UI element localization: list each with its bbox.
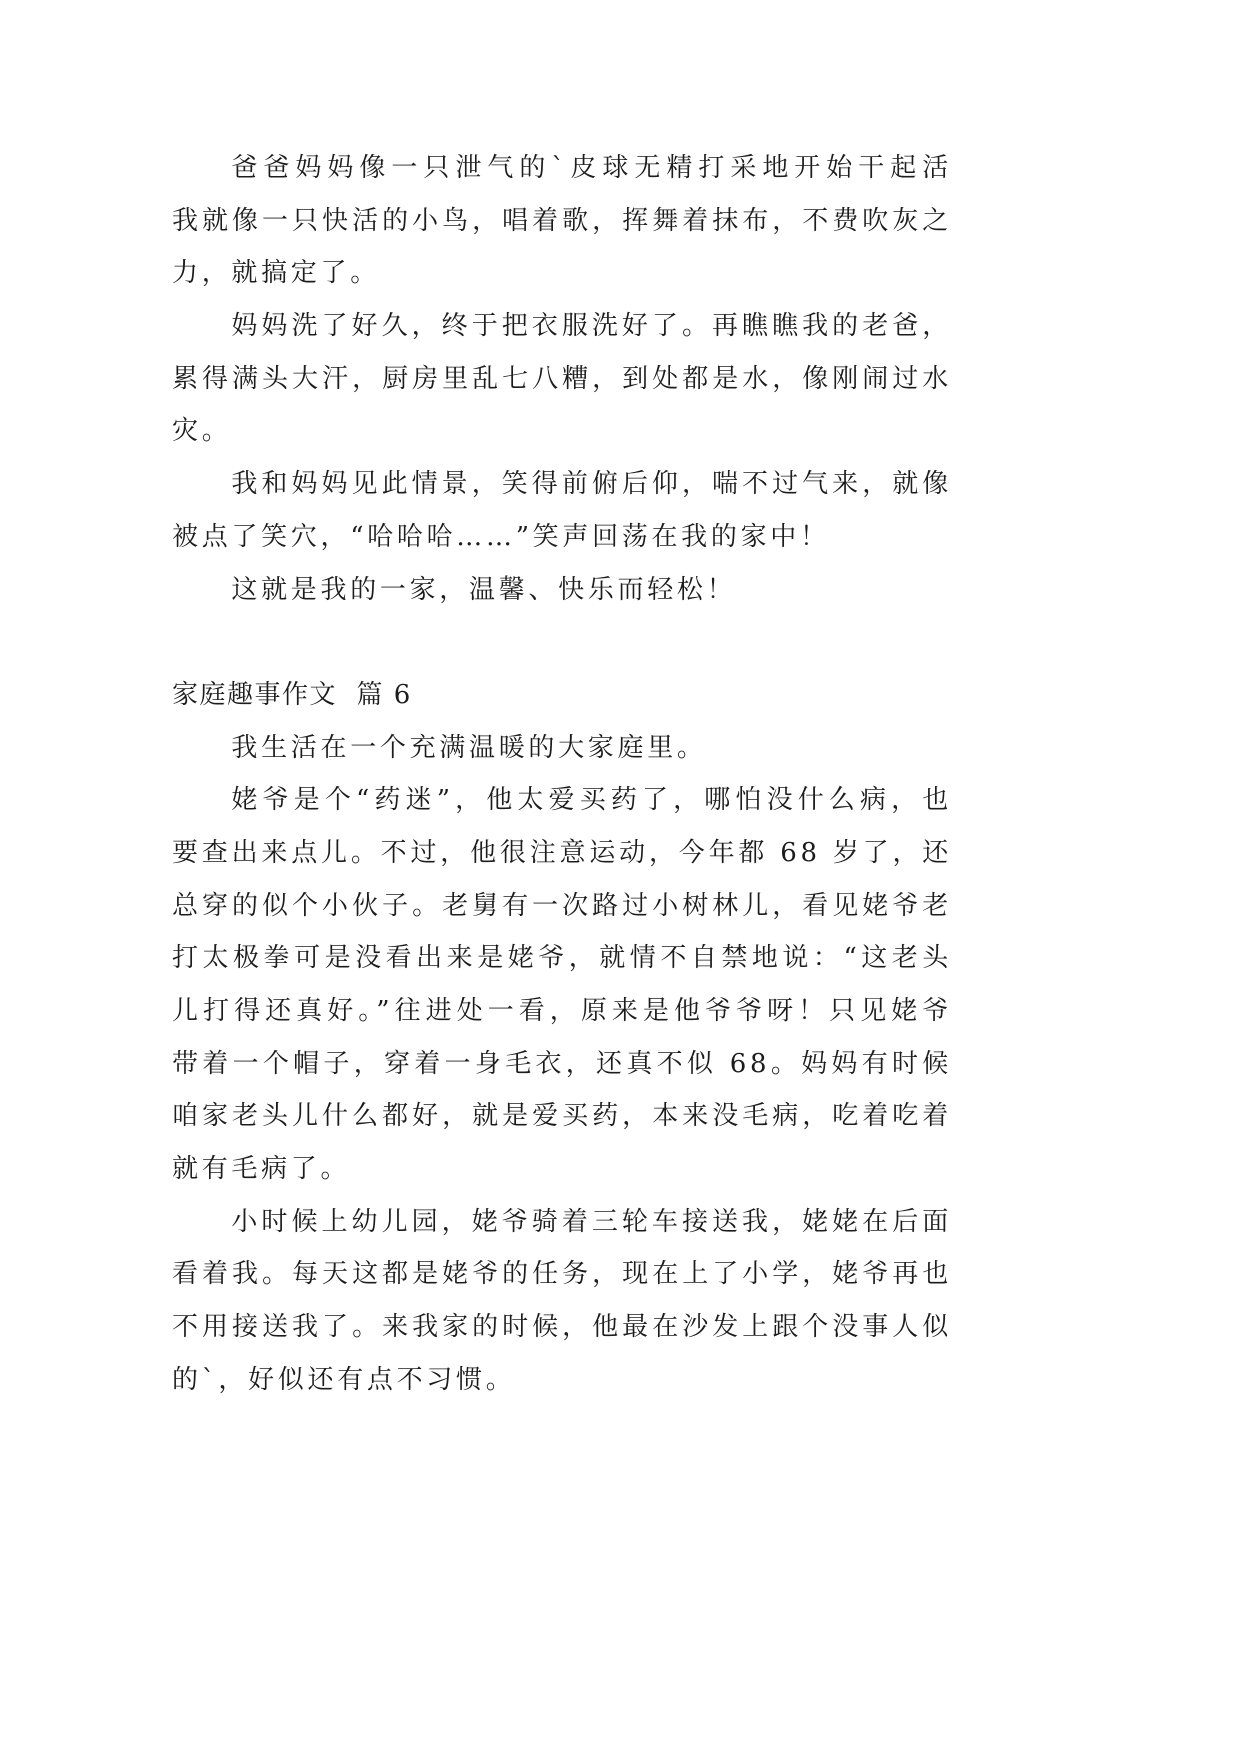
text-line: 总穿的似个小伙子。老舅有一次路过小树林儿，看见姥爷老 (172, 890, 952, 921)
text-line: 就有毛病了。 (172, 1154, 351, 1185)
text-line: 儿打得还真好。”往进处一看，原来是他爷爷呀！只见姥爷 (172, 996, 952, 1026)
text-line: 累得满头大汗，厨房里乱七八糟，到处都是水，像刚闹过水 (172, 363, 952, 394)
paragraph (0, 774, 1241, 1196)
text-line: 我就像一只快活的小鸟，唱着歌，挥舞着抹布，不费吹灰之 (172, 205, 952, 236)
text-line: 咱家老头儿什么都好，就是爱买药，本来没毛病，吃着吃着 (172, 1101, 952, 1132)
text-line: 我生活在一个充满温暖的大家庭里。 (231, 732, 707, 763)
paragraph (0, 300, 1241, 458)
paragraph (0, 142, 1241, 300)
text-line: 被点了笑穴，“哈哈哈……”笑声回荡在我的家中！ (172, 521, 830, 552)
text-line: 妈妈洗了好久，终于把衣服洗好了。再瞧瞧我的老爸， (231, 311, 952, 342)
paragraph (0, 722, 1241, 775)
text-line: 力，就搞定了。 (172, 258, 380, 289)
text-line: 姥爷是个“药迷”，他太爱买药了，哪怕没什么病，也 (231, 785, 952, 816)
text-line: 看着我。每天这都是姥爷的任务，现在上了小学，姥爷再也 (172, 1259, 952, 1290)
text-line: 爸爸妈妈像一只泄气的`皮球无精打采地开始干起活 (231, 153, 952, 183)
text-line: 打太极拳可是没看出来是姥爷，就情不自禁地说：“这老头 (172, 943, 952, 974)
paragraph (0, 458, 1241, 563)
text-line: 不用接送我了。来我家的时候，他最在沙发上跟个没事人似 (172, 1312, 952, 1343)
section-heading: 家庭趣事作文 篇 6 (172, 679, 412, 710)
paragraph (0, 1196, 1241, 1407)
blank-line (0, 616, 1241, 669)
text-line: 我和妈妈见此情景，笑得前俯后仰，喘不过气来，就像 (231, 469, 952, 500)
text-line: 这就是我的一家，温馨、快乐而轻松！ (231, 574, 737, 605)
paragraph (0, 564, 1241, 617)
text-line: 小时候上幼儿园，姥爷骑着三轮车接送我，姥姥在后面 (231, 1206, 952, 1237)
text-line: 灾。 (172, 416, 232, 447)
text-line: 要查出来点儿。不过，他很注意运动，今年都 68 岁了，还 (172, 837, 952, 868)
text-line: 的`，好似还有点不习惯。 (172, 1364, 516, 1395)
text-line: 带着一个帽子，穿着一身毛衣，还真不似 68。妈妈有时候 (172, 1048, 952, 1079)
